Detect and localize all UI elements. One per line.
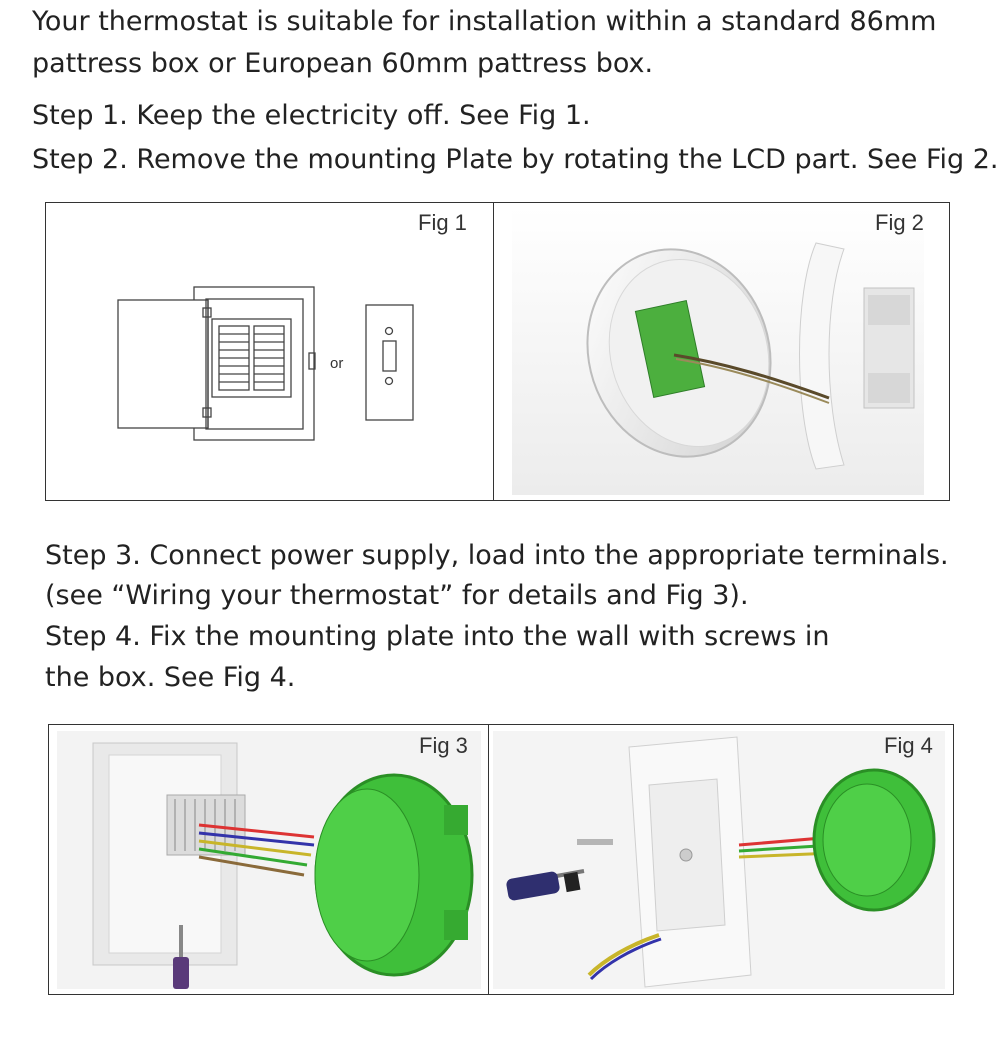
step-3-text-line-1: Step 3. Connect power supply, load into the appropriate terminals.	[45, 540, 949, 571]
fig-2-thermostat-removal-photo	[494, 203, 949, 500]
fig-1-panel	[46, 203, 494, 500]
fig-2-panel	[494, 203, 949, 500]
step-1-text: Step 1. Keep the electricity off. See Fig 1.	[32, 100, 591, 131]
step-4-text-line-2: the box. See Fig 4.	[45, 662, 296, 693]
fig-3-wiring-photo	[49, 725, 487, 994]
fig-3-panel	[49, 725, 489, 994]
fig-4-panel	[489, 725, 953, 994]
figure-row-bottom	[48, 724, 954, 995]
fig-3-label: Fig 3	[419, 733, 468, 758]
step-3-text-line-2: (see “Wiring your thermostat” for details and Fig 3).	[45, 580, 749, 611]
fig-4-label: Fig 4	[884, 733, 933, 758]
fig-1-label: Fig 1	[418, 210, 467, 235]
fig-1-breaker-box-illustration	[46, 203, 492, 500]
intro-line-1: Your thermostat is suitable for installation within a standard 86mm	[32, 6, 937, 37]
intro-line-2: pattress box or European 60mm pattress box.	[32, 48, 654, 79]
fig-4-mounting-photo	[489, 725, 953, 994]
step-4-text-line-1: Step 4. Fix the mounting plate into the wall with screws in	[45, 621, 830, 652]
step-2-text: Step 2. Remove the mounting Plate by rotating the LCD part. See Fig 2.	[32, 144, 999, 175]
fig-1-or-text: or	[330, 355, 344, 372]
fig-2-label: Fig 2	[875, 210, 924, 235]
figure-row-top	[45, 202, 950, 501]
